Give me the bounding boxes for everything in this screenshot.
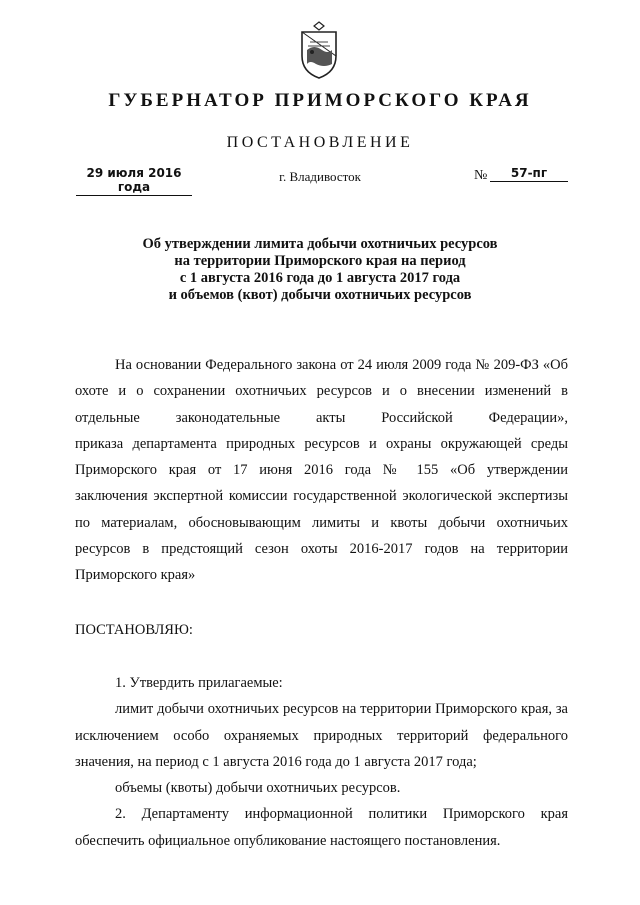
text-line: лимит добычи охотничьих ресурсов на территории Приморского края, за: [115, 701, 568, 718]
text-line: обеспечить официальное опубликование настоящего постановления.: [75, 832, 501, 849]
text-line: Приморского края от 17 июня 2016 года № 155 «Об утверждении: [75, 462, 568, 479]
text-line: 1. Утвердить прилагаемые:: [115, 675, 283, 691]
text-line: по материалам, обосновывающим лимиты и квоты добычи охотничьих: [75, 514, 568, 531]
issuer-title: ГУБЕРНАТОР ПРИМОРСКОГО КРАЯ: [108, 90, 532, 111]
subject-line: с 1 августа 2016 года до 1 августа 2017 года: [179, 270, 461, 286]
text-line: объемы (квоты) добычи охотничьих ресурсов.: [115, 780, 401, 797]
text-line: значения, на период с 1 августа 2016 года до 1 августа 2017 года;: [75, 753, 477, 770]
text-line: Приморского края»: [75, 567, 196, 584]
coat-of-arms-emblem: [294, 20, 344, 82]
text-line: 2. Департаменту информационной политики Приморского края: [115, 806, 568, 823]
subject-line: и объемов (квот) добычи охотничьих ресурсов: [168, 287, 472, 303]
document-number: 57-пг: [490, 166, 568, 182]
document-date: 29 июля 2016 года: [76, 166, 192, 196]
text-line: исключением особо охраняемых природных территорий федерального: [75, 727, 568, 744]
text-line: На основании Федерального закона от 24 июля 2009 года № 209-ФЗ «Об: [115, 357, 568, 373]
preamble-paragraph: [75, 352, 568, 589]
text-line: приказа департамента природных ресурсов и охраны окружающей среды: [75, 435, 568, 452]
coat-of-arms-icon: [294, 20, 344, 82]
text-line: охоте и о сохранении охотничьих ресурсов и о внесении изменений в: [75, 383, 568, 400]
number-sign: №: [474, 168, 488, 183]
document-type: ПОСТАНОВЛЕНИЕ: [226, 134, 414, 151]
subject-line: на территории Приморского края на период: [174, 253, 466, 269]
resolution-items: [75, 670, 568, 854]
text-line: отдельные законодательные акты Российской Федерации»,: [75, 409, 568, 426]
resolve-heading: ПОСТАНОВЛЯЮ:: [75, 622, 193, 638]
document-city: г. Владивосток: [279, 169, 361, 184]
document-subject: [0, 236, 640, 304]
text-line: заключения экспертной комиссии государственной экологической экспертизы: [75, 488, 568, 505]
subject-line: Об утверждении лимита добычи охотничьих ресурсов: [142, 236, 498, 252]
text-line: ресурсов в предстоящий сезон охоты 2016-2017 годов на территории: [75, 541, 568, 558]
